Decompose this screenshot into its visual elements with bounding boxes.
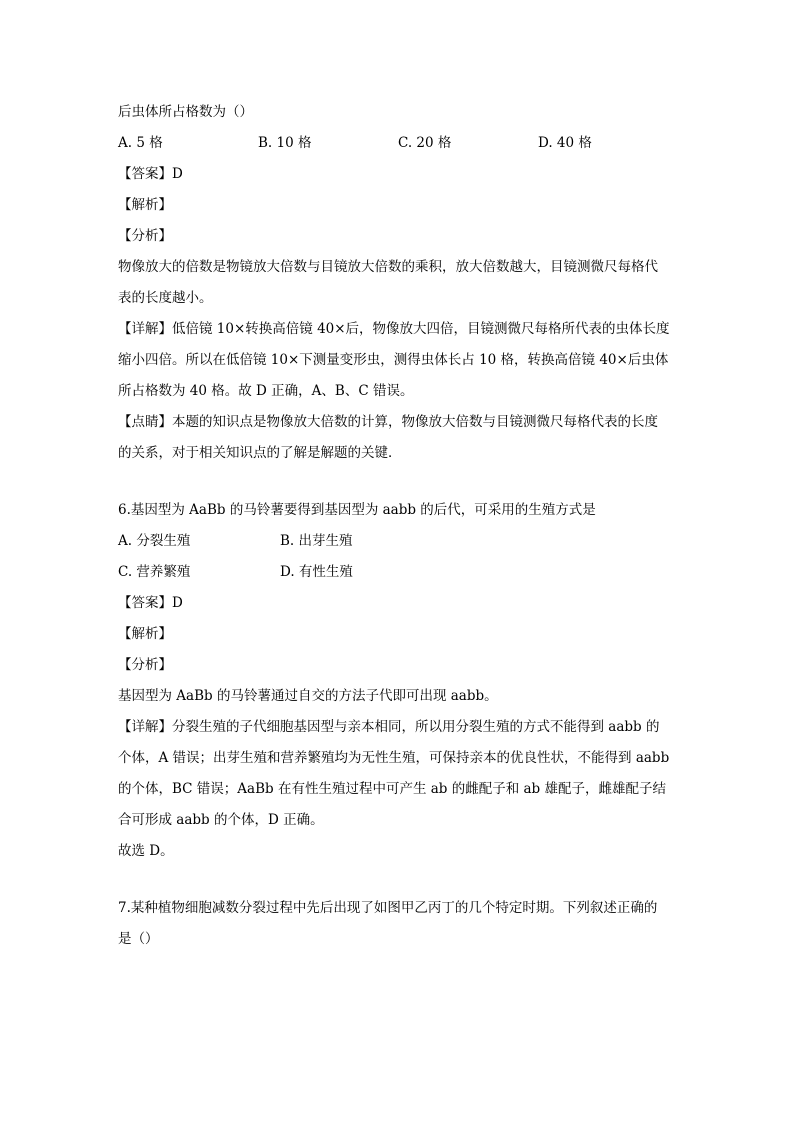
q6-option-b: B. 出芽生殖	[280, 533, 353, 549]
q6-xiangjie-line: 的个体，BC 错误；AaBb 在有性生殖过程中可产生 ab 的雌配子和 ab 雄配子，雌雄配子结	[118, 781, 666, 797]
q5-xiangjie-line: 【详解】低倍镜 10×转换高倍镜 40×后，物像放大四倍，目镜测微尺每格所代表的虫体长度	[118, 321, 670, 337]
q6-option-c: C. 营养繁殖	[118, 564, 191, 580]
q5-option-a: A. 5 格	[118, 135, 163, 151]
q7-stem-line: 是（）	[118, 931, 159, 947]
q5-xiangjie-line: 缩小四倍。所以在低倍镜 10×下测量变形虫，测得虫体长占 10 格，转换高倍镜 40×后虫体	[118, 352, 669, 368]
q5-fenxi-line: 物像放大的倍数是物镜放大倍数与目镜放大倍数的乘积，放大倍数越大，目镜测微尺每格代	[118, 259, 658, 275]
q5-fenxi-line: 表的长度越小。	[118, 290, 213, 306]
q5-fenxi-heading: 【分析】	[118, 228, 172, 244]
q6-option-a: A. 分裂生殖	[118, 533, 191, 549]
q5-options	[118, 132, 678, 163]
q6-xiangjie-line: 【详解】分裂生殖的子代细胞基因型与亲本相同，所以用分裂生殖的方式不能得到 aabb 的	[118, 719, 660, 735]
q5-dianjing-line: 的关系，对于相关知识点的了解是解题的关键．	[118, 445, 402, 461]
q7-stem-line: 7.某种植物细胞减数分裂过程中先后出现了如图甲乙丙丁的几个特定时期。下列叙述正确的	[118, 900, 658, 916]
q6-conclusion: 故选 D。	[118, 843, 174, 859]
q6-fenxi-line: 基因型为 AaBb 的马铃薯通过自交的方法子代即可出现 aabb。	[118, 688, 498, 704]
q5-xiangjie-line: 所占格数为 40 格。故 D 正确，A、B、C 错误。	[118, 383, 414, 399]
q5-option-c: C. 20 格	[398, 135, 452, 151]
q6-stem: 6.基因型为 AaBb 的马铃薯要得到基因型为 aabb 的后代，可采用的生殖方式是	[118, 502, 596, 518]
section-spacer	[118, 871, 678, 897]
q6-options-row2	[118, 561, 678, 592]
q5-option-b: B. 10 格	[258, 135, 312, 151]
q6-fenxi-heading: 【分析】	[118, 657, 172, 673]
q6-option-d: D. 有性生殖	[280, 564, 353, 580]
q6-xiangjie-line: 合可形成 aabb 的个体，D 正确。	[118, 812, 324, 828]
page-content	[118, 101, 678, 959]
q5-stem-tail: 后虫体所占格数为（）	[118, 104, 253, 120]
section-spacer	[118, 473, 678, 499]
q6-answer: 【答案】D	[118, 595, 183, 611]
q5-answer: 【答案】D	[118, 166, 183, 182]
q6-options-row1	[118, 530, 678, 561]
q6-xiangjie-line: 个体，A 错误；出芽生殖和营养繁殖均为无性生殖，可保持亲本的优良性状，不能得到 aabb	[118, 750, 670, 766]
q5-dianjing-line: 【点睛】本题的知识点是物像放大倍数的计算，物像放大倍数与目镜测微尺每格代表的长度	[118, 414, 658, 430]
q6-jiexi-heading: 【解析】	[118, 626, 172, 642]
q5-option-d: D. 40 格	[538, 135, 592, 151]
q5-jiexi-heading: 【解析】	[118, 197, 172, 213]
